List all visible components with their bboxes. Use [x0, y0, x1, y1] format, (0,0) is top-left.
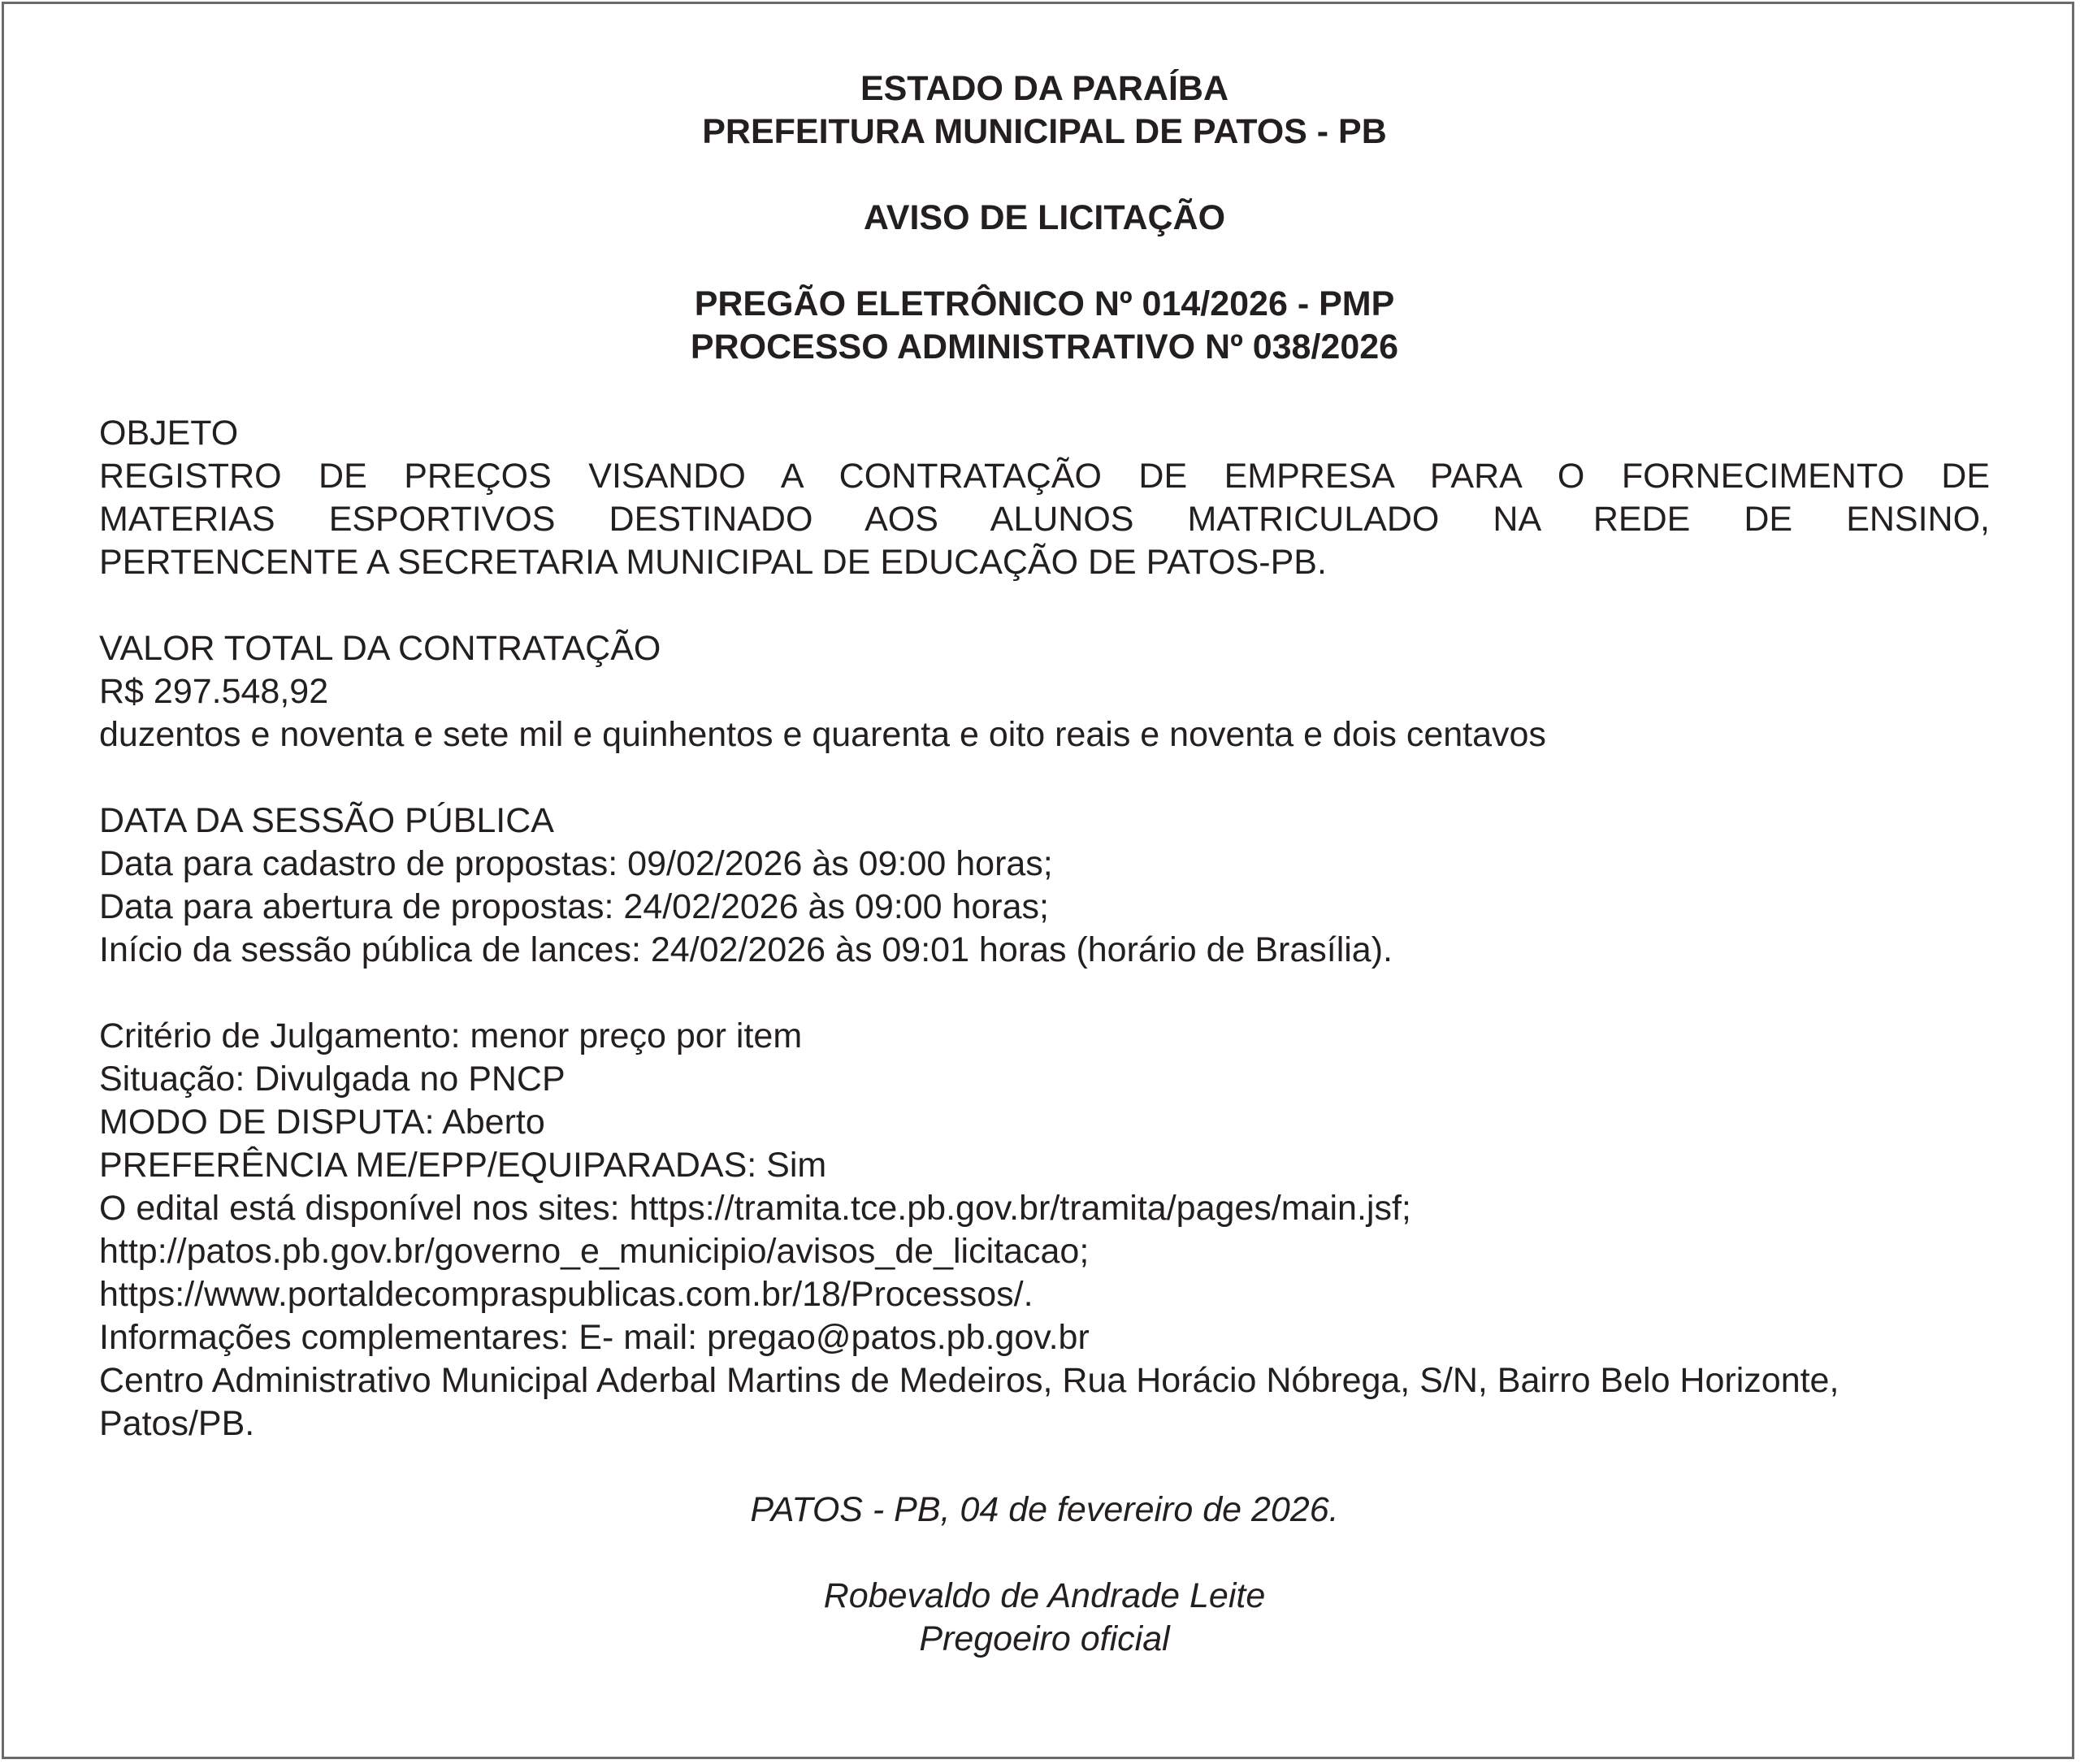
- spacer: [99, 1532, 1990, 1575]
- signer-role: Pregoeiro oficial: [919, 1619, 1170, 1658]
- address-line-1: Centro Administrativo Municipal Aderbal Martins de Medeiros, Rua Horácio Nóbrega, S/N, Bairro Belo Horizonte,: [99, 1361, 1840, 1400]
- sessao-inicio: Início da sessão pública de lances: 24/02/2026 às 09:01 horas (horário de Brasília).: [99, 930, 1393, 969]
- objeto-line-3: PERTENCENTE A SECRETARIA MUNICIPAL DE EDUCAÇÃO DE PATOS-PB.: [99, 543, 1327, 582]
- notice-content: [99, 67, 1990, 1661]
- sessao-label: DATA DA SESSÃO PÚBLICA: [99, 801, 554, 840]
- criterio-julgamento: Critério de Julgamento: menor preço por item: [99, 1016, 803, 1055]
- objeto-line-1: REGISTRO DE PREÇOS VISANDO A CONTRATAÇÃO DE EMPRESA PARA O FORNECIMENTO DE: [99, 457, 1990, 496]
- edital-sites: O edital está disponível nos sites: https://tramita.tce.pb.gov.br/tramita/pages/main.jsf;: [99, 1189, 1411, 1228]
- notice-title: AVISO DE LICITAÇÃO: [863, 198, 1226, 237]
- objeto-label: OBJETO: [99, 414, 239, 453]
- state-heading: ESTADO DA PARAÍBA: [860, 69, 1229, 108]
- spacer: [99, 369, 1990, 412]
- spacer: [99, 240, 1990, 283]
- address-line-2: Patos/PB.: [99, 1404, 255, 1443]
- processo-number: PROCESSO ADMINISTRATIVO Nº 038/2026: [690, 327, 1399, 366]
- spacer: [99, 584, 1990, 627]
- valor-label: VALOR TOTAL DA CONTRATAÇÃO: [99, 629, 661, 668]
- prefecture-heading: PREFEITURA MUNICIPAL DE PATOS - PB: [702, 112, 1387, 151]
- valor-amount: R$ 297.548,92: [99, 672, 329, 711]
- modo-disputa: MODO DE DISPUTA: Aberto: [99, 1103, 545, 1142]
- info-email: Informações complementares: E- mail: pregao@patos.pb.gov.br: [99, 1318, 1090, 1357]
- pregao-number: PREGÃO ELETRÔNICO Nº 014/2026 - PMP: [694, 284, 1395, 323]
- spacer: [99, 756, 1990, 800]
- sessao-cadastro: Data para cadastro de propostas: 09/02/2026 às 09:00 horas;: [99, 844, 1053, 883]
- site-portal: https://www.portaldecompraspublicas.com.br/18/Processos/.: [99, 1275, 1034, 1314]
- spacer: [99, 972, 1990, 1015]
- valor-in-words: duzentos e noventa e sete mil e quinhentos e quarenta e oito reais e noventa e dois centavos: [99, 715, 1546, 754]
- spacer: [99, 154, 1990, 197]
- spacer: [99, 1445, 1990, 1489]
- sessao-abertura: Data para abertura de propostas: 24/02/2026 às 09:00 horas;: [99, 887, 1049, 926]
- signer-name: Robevaldo de Andrade Leite: [823, 1576, 1266, 1615]
- site-patos: http://patos.pb.gov.br/governo_e_municipio/avisos_de_licitacao;: [99, 1232, 1090, 1271]
- situacao: Situação: Divulgada no PNCP: [99, 1060, 566, 1099]
- notice-frame: [2, 2, 2074, 1759]
- place-date: PATOS - PB, 04 de fevereiro de 2026.: [750, 1490, 1339, 1529]
- objeto-line-2: MATERIAS ESPORTIVOS DESTINADO AOS ALUNOS MATRICULADO NA REDE DE ENSINO,: [99, 500, 1990, 539]
- preferencia: PREFERÊNCIA ME/EPP/EQUIPARADAS: Sim: [99, 1146, 827, 1185]
